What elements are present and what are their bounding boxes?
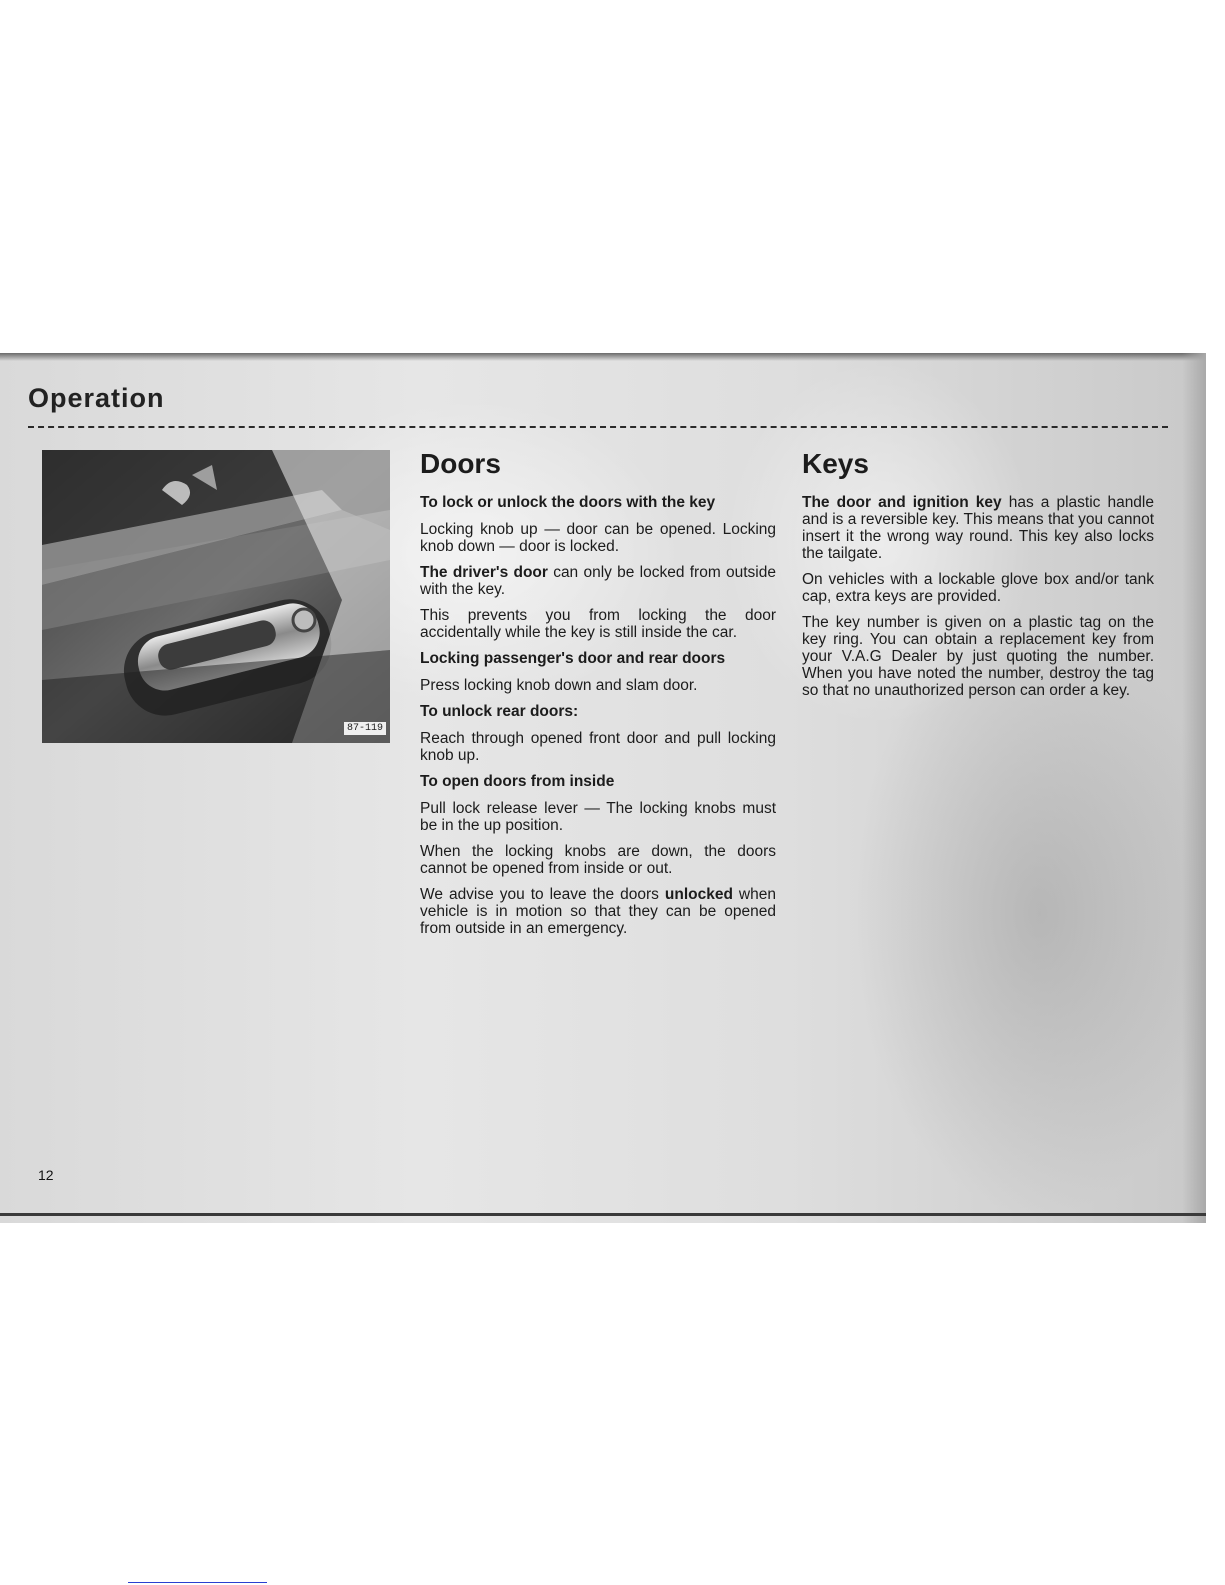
doors-paragraph-1: Locking knob up — door can be opened. Locking knob down — door is locked. [420,521,776,555]
door-ignition-key-bold: The door and ignition key [802,494,1002,511]
doors-paragraph-8-start: We advise you to leave the doors [420,886,665,903]
doors-paragraph-8-end: when vehicle is in motion so that they can be opened from outside in an emergency. [420,886,776,937]
open-from-inside-subheading: To open doors from inside [420,773,615,790]
photo-reference-tag: 87-119 [344,722,386,735]
keys-paragraph-1-text: has a plastic handle and is a reversible key. This means that you cannot insert it the wrong way round. This key also locks the tailgate. [802,494,1154,562]
keys-column [802,448,1154,708]
page-right-edge [1182,353,1206,1223]
scan-top-band [0,353,1206,361]
door-handle-photo [42,450,390,743]
unlock-rear-doors-subheading: To unlock rear doors: [420,703,579,720]
doors-paragraph-4: Press locking knob down and slam door. [420,677,698,694]
viewer-accent-line [128,1582,267,1583]
keys-paragraph-1 [802,494,1154,562]
keys-paragraph-3: The key number is given on a plastic tag on the key ring. You can obtain a replacement key from your V.A.G Dealer by just quoting the number. When you have noted the number, destroy the tag so that no unauthorized person can order a key. [802,614,1154,699]
doors-paragraph-7: When the locking knobs are down, the doors cannot be opened from inside or out. [420,843,776,877]
keys-paragraph-2: On vehicles with a lockable glove box and/or tank cap, extra keys are provided. [802,571,1154,605]
section-header-title: Operation [28,383,165,413]
doors-paragraph-8 [420,886,776,937]
manual-page [0,353,1206,1223]
doors-paragraph-6: Pull lock release lever — The locking knobs must be in the up position. [420,800,776,834]
keys-heading: Keys [802,448,869,479]
page-number: 12 [38,1167,54,1183]
doors-paragraph-3: This prevents you from locking the door accidentally while the key is still inside the car. [420,607,776,641]
unlocked-bold: unlocked [664,886,733,903]
doors-column [420,448,776,946]
passenger-doors-subheading: Locking passenger's door and rear doors [420,650,726,667]
doors-paragraph-2-text: can only be locked from outside with the key. [420,564,776,598]
drivers-door-bold: The driver's door [420,564,548,581]
lock-with-key-subheading: To lock or unlock the doors with the key [420,494,716,511]
header-rule [28,426,1168,428]
doors-paragraph-5: Reach through opened front door and pull locking knob up. [420,730,776,764]
door-handle-illustration [42,450,390,743]
scan-bottom-line [0,1213,1206,1216]
doors-paragraph-2 [420,564,776,598]
doors-heading: Doors [420,448,501,479]
